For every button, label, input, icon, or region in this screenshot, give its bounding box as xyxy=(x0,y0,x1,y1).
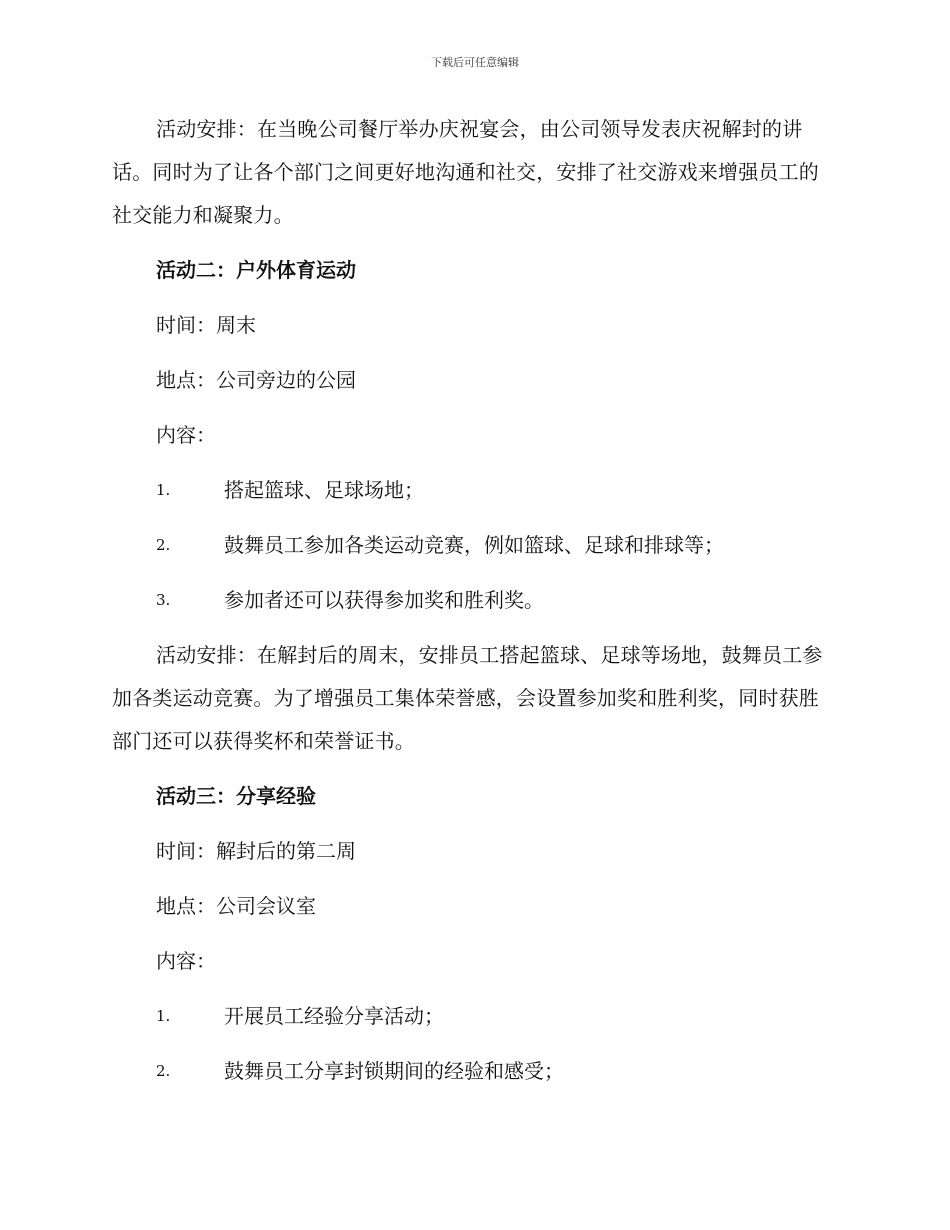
list-item-number: 3. xyxy=(156,591,171,609)
document-body xyxy=(112,108,832,1105)
activity-three-time: 时间：解封后的第二周 xyxy=(156,839,356,863)
list-item-text: 参加者还可以获得参加奖和胜利奖。 xyxy=(224,588,544,612)
list-item-number: 1. xyxy=(156,481,171,499)
paragraph-activity-arrangement-1: 活动安排：在当晚公司餐厅举办庆祝宴会，由公司领导发表庆祝解封的讲话。同时为了让各个部门之间更好地沟通和社交，安排了社交游戏来增强员工的社交能力和凝聚力。 xyxy=(112,117,819,227)
list-item-number: 2. xyxy=(156,536,171,554)
list-item xyxy=(112,1050,832,1093)
list-item xyxy=(112,469,832,512)
activity-three-content-label: 内容： xyxy=(156,949,216,973)
list-item-text: 鼓舞员工参加各类运动竞赛，例如篮球、足球和排球等； xyxy=(224,533,724,557)
page-header: 下载后可任意编辑 xyxy=(431,56,519,69)
heading-activity-three: 活动三：分享经验 xyxy=(156,784,316,808)
activity-two-place: 地点：公司旁边的公园 xyxy=(156,368,356,392)
list-item-text: 搭起篮球、足球场地； xyxy=(224,478,424,502)
list-item-number: 2. xyxy=(156,1062,171,1080)
paragraph-activity-arrangement-2: 活动安排：在解封后的周末，安排员工搭起篮球、足球等场地，鼓舞员工参加各类运动竞赛。为了增强员工集体荣誉感，会设置参加奖和胜利奖，同时获胜部门还可以获得奖杯和荣誉证书。 xyxy=(112,643,823,753)
activity-two-content-label: 内容： xyxy=(156,423,216,447)
activity-three-place: 地点：公司会议室 xyxy=(156,894,316,918)
list-item xyxy=(112,579,832,622)
list-item-text: 鼓舞员工分享封锁期间的经验和感受； xyxy=(224,1059,564,1083)
heading-activity-two: 活动二：户外体育运动 xyxy=(156,258,356,282)
list-item-text: 开展员工经验分享活动； xyxy=(224,1004,444,1028)
list-item-number: 1. xyxy=(156,1007,171,1025)
list-item xyxy=(112,524,832,567)
list-item xyxy=(112,995,832,1038)
activity-two-time: 时间：周末 xyxy=(156,313,256,337)
